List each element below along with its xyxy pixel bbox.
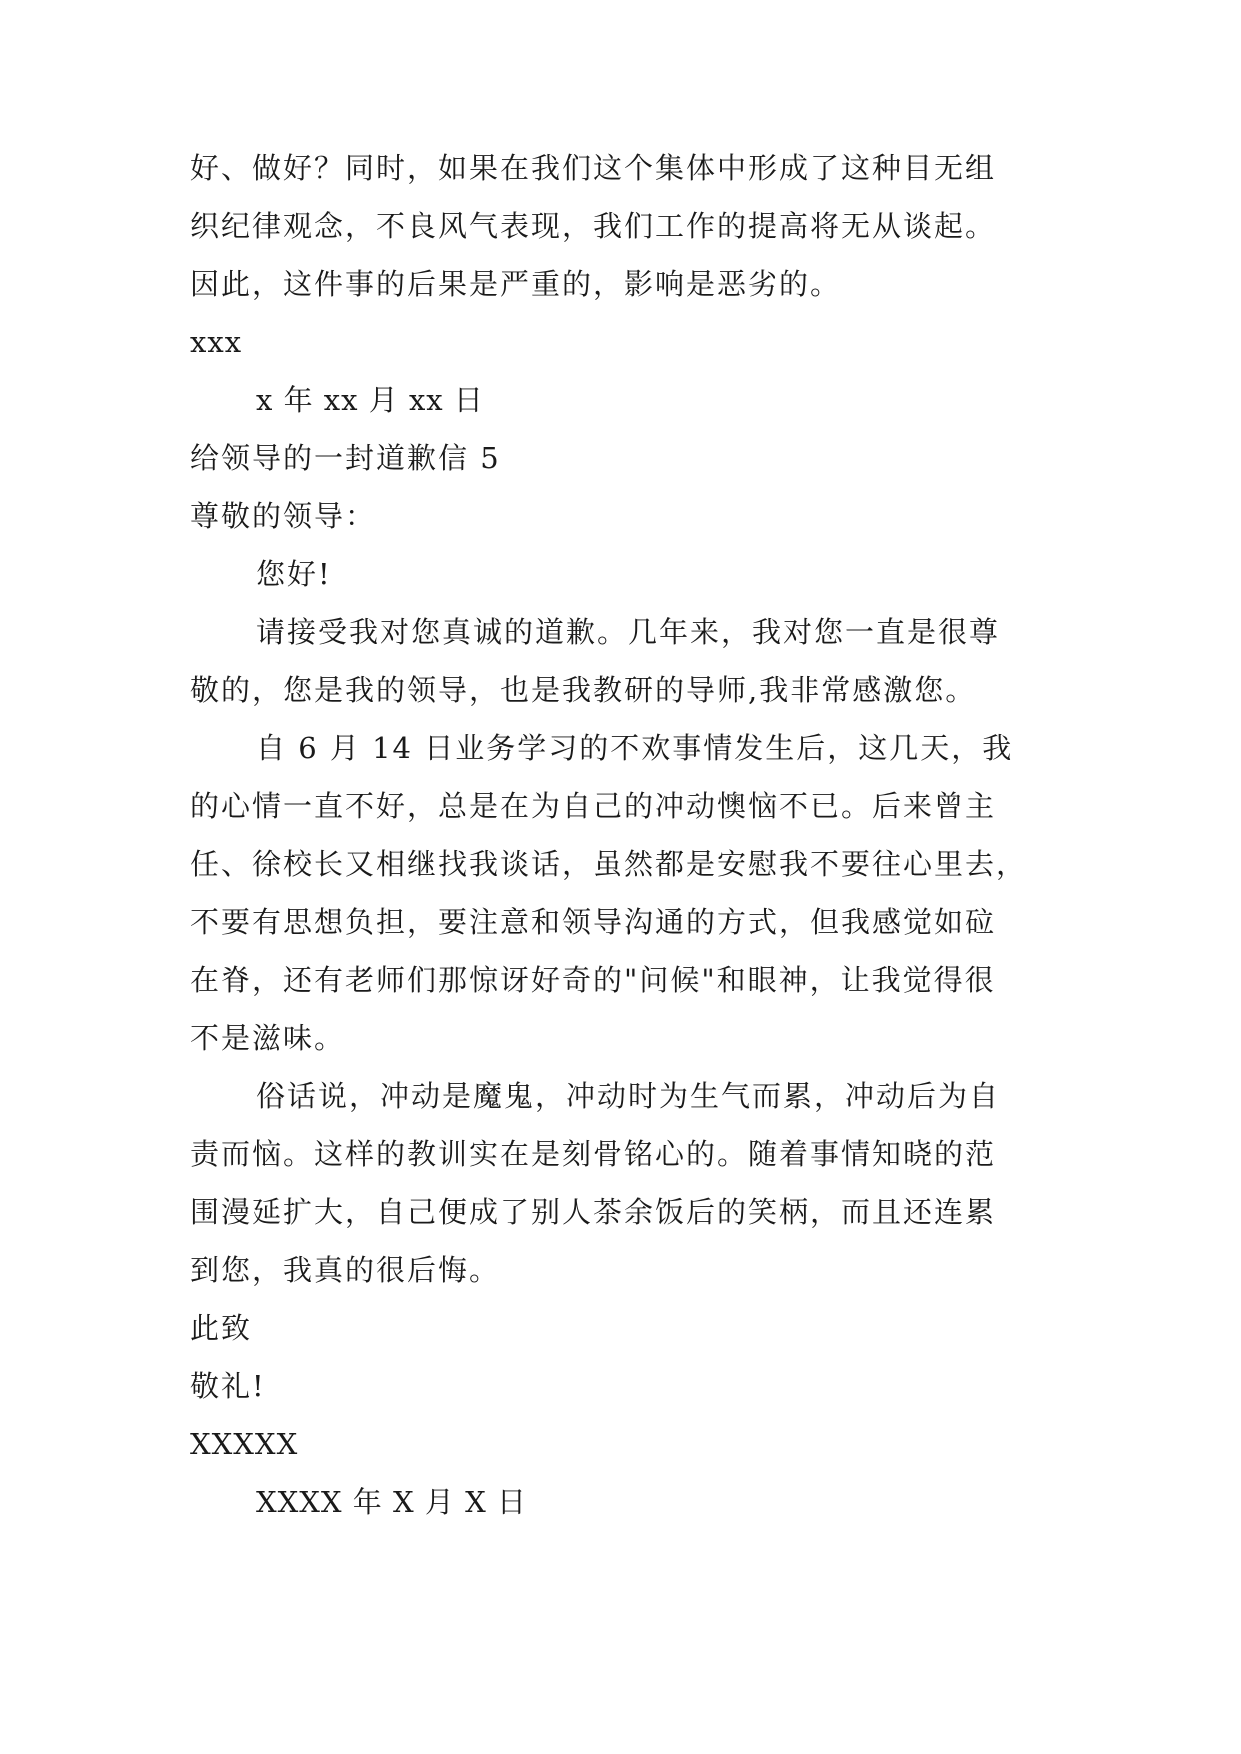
paragraph-line: 围漫延扩大，自己便成了别人茶余饭后的笑柄，而且还连累 bbox=[190, 1195, 997, 1229]
paragraph-line: 的心情一直不好，总是在为自己的冲动懊恼不已。后来曾主 bbox=[190, 789, 997, 823]
paragraph-line: 到您，我真的很后悔。 bbox=[190, 1253, 501, 1287]
paragraph-line: 自 6 月 14 日业务学习的不欢事情发生后，这几天，我 bbox=[256, 731, 1014, 765]
paragraph-line: 敬的，您是我的领导，也是我教研的导师,我非常感激您。 bbox=[190, 673, 977, 707]
paragraph-line: 请接受我对您真诚的道歉。几年来，我对您一直是很尊 bbox=[256, 615, 1001, 649]
paragraph-line: 任、徐校长又相继找我谈话，虽然都是安慰我不要往心里去， bbox=[190, 847, 1028, 881]
paragraph-line: 责而恼。这样的教训实在是刻骨铭心的。随着事情知晓的范 bbox=[190, 1137, 997, 1171]
closing-line-1: 此致 bbox=[190, 1311, 253, 1345]
body-text-line: 因此，这件事的后果是严重的，影响是恶劣的。 bbox=[190, 267, 842, 301]
body-text-line: 好、做好？同时，如果在我们这个集体中形成了这种目无组 bbox=[190, 151, 997, 185]
paragraph-line: 不要有思想负担，要注意和领导沟通的方式，但我感觉如砬 bbox=[190, 905, 997, 939]
letter-title: 给领导的一封道歉信 5 bbox=[190, 441, 501, 475]
letter-greeting: 您好! bbox=[256, 557, 332, 591]
letter-signature: XXXXX bbox=[190, 1427, 299, 1461]
paragraph-line: 不是滋味。 bbox=[190, 1021, 346, 1055]
paragraph-line: 俗话说，冲动是魔鬼，冲动时为生气而累，冲动后为自 bbox=[256, 1079, 1001, 1113]
closing-line-2: 敬礼! bbox=[190, 1369, 266, 1403]
signature-date: x 年 xx 月 xx 日 bbox=[256, 383, 484, 417]
letter-salutation: 尊敬的领导： bbox=[190, 499, 377, 533]
paragraph-line: 在脊，还有老师们那惊讶好奇的"问候"和眼神，让我觉得很 bbox=[190, 963, 996, 997]
signature-name: xxx bbox=[190, 325, 243, 359]
body-text-line: 织纪律观念，不良风气表现，我们工作的提高将无从谈起。 bbox=[190, 209, 997, 243]
letter-date: XXXX 年 X 月 X 日 bbox=[256, 1485, 527, 1519]
